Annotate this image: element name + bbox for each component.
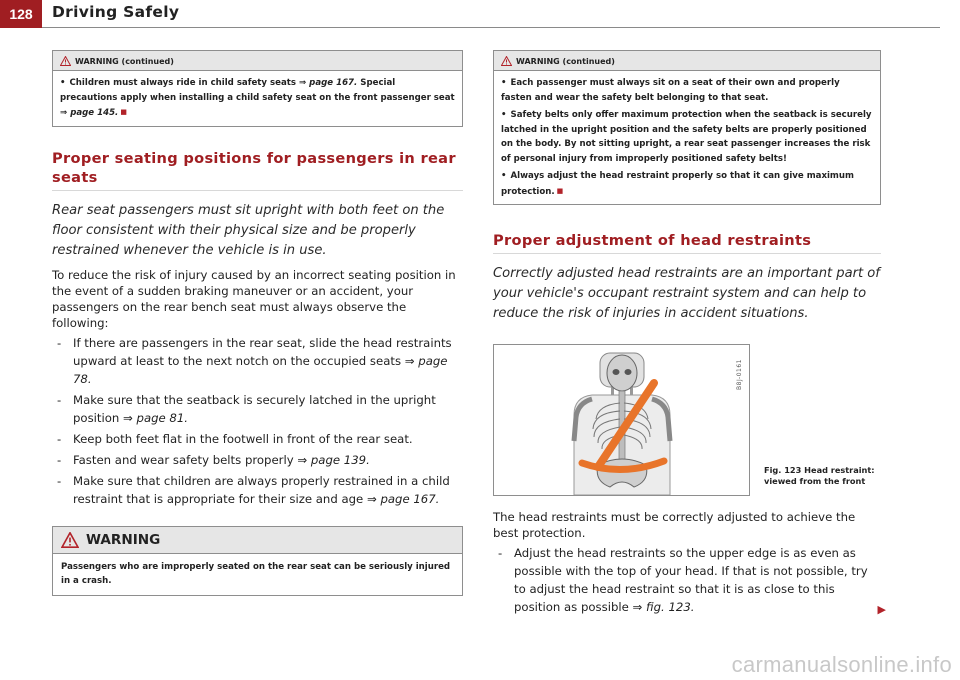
warning-box-body: • Each passenger must always sit on a seat of their own and properly fasten and wear the safety belt belonging to that seat. • Safety belts only offer maximum protection when the seatback is securely latched in the upright position and the safety belts are properly positioned on the body. By not sitting upright, a rear seat passenger increases the risk of personal injury from improperly positioned safety belts! • Always adjust the head restraint properly so that it can give maximum protection. ■ xyxy=(501,78,872,197)
continue-arrow-icon[interactable]: ▶ xyxy=(877,603,886,616)
end-mark: ■ xyxy=(120,108,127,116)
page-ref-link[interactable]: ⇒ page 78. xyxy=(73,353,448,386)
page-ref-link[interactable]: ⇒ page 145. xyxy=(60,108,119,118)
warning-box-title: WARNING xyxy=(86,531,161,548)
list-item: - Keep both feet flat in the footwell in front of the rear seat. xyxy=(52,430,463,448)
figure-caption: Fig. 123 Head restraint: viewed from the front xyxy=(764,465,875,486)
warning-box-header xyxy=(494,51,880,71)
section-title: Driving Safely xyxy=(52,3,180,21)
section-heading: Proper adjustment of head restraints xyxy=(493,231,881,254)
intro-text: Correctly adjusted head restraints are an important part of your vehicle's occupant restraint system and can help to reduce the risk of injuries in accident situations. xyxy=(493,266,880,321)
body-paragraph: To reduce the risk of injury caused by an incorrect seating position in the event of a sudden braking maneuver or an accident, your passengers on the rear bench seat must always observe the following: xyxy=(52,267,456,330)
warning-text: Children must always ride in child safety seats xyxy=(69,78,299,88)
page-ref-link[interactable]: ⇒ page 81. xyxy=(123,410,189,425)
left-column xyxy=(52,50,463,596)
warning-triangle-icon xyxy=(61,532,79,548)
warning-triangle-icon xyxy=(501,56,512,66)
right-column xyxy=(493,50,886,619)
end-mark: ■ xyxy=(556,186,564,195)
warning-box-title: WARNING (continued) xyxy=(75,56,174,66)
warning-box-header xyxy=(53,51,462,71)
header-rule xyxy=(42,27,940,28)
figure-ref-link[interactable]: ⇒ fig. 123. xyxy=(632,600,695,614)
warning-box-header xyxy=(53,527,462,554)
figure-code: B8J-0161 xyxy=(736,359,743,390)
warning-box-continued-right xyxy=(493,50,881,205)
figure-head-restraint xyxy=(493,344,750,496)
warning-box xyxy=(52,526,463,596)
warning-box-body: • Children must always ride in child safety seats ⇒ page 167. Special precautions apply when installing a child safety seat on the front passenger seat ⇒ page 145. ■ xyxy=(60,78,455,118)
intro-text: Rear seat passengers must sit upright with both feet on the floor consistent with their physical size and be properly restrained whenever the vehicle is in use. xyxy=(52,202,445,258)
warning-bullet: Each passenger must always sit on a seat of their own and properly fasten and wear the safety belt belonging to that seat. xyxy=(501,78,840,103)
list-item: - Make sure that the seatback is securely latched in the upright position ⇒ page 81. xyxy=(52,391,463,427)
warning-text: Special precautions apply when installing a child safety seat on the front passenger seat xyxy=(60,78,455,103)
list-item: - If there are passengers in the rear seat, slide the head restraints upward at least to the next notch on the occupied seats ⇒ page 78. xyxy=(52,334,463,388)
warning-box-continued-left xyxy=(52,50,463,127)
list-item: - Make sure that children are always properly restrained in a child restraint that is appropriate for their size and age ⇒ page 167. xyxy=(52,472,463,508)
body-paragraph: The head restraints must be correctly adjusted to achieve the best protection. xyxy=(493,510,856,540)
page-ref-link[interactable]: ⇒ page 167. xyxy=(298,78,358,88)
warning-bullet: Always adjust the head restraint properly so that it can give maximum protection. xyxy=(501,171,854,197)
instruction-list xyxy=(52,334,463,508)
warning-box-title: WARNING (continued) xyxy=(516,56,615,66)
warning-text: Passengers who are improperly seated on the rear seat can be seriously injured in a crash. xyxy=(61,561,451,586)
list-item: - Adjust the head restraints so the upper edge is as even as possible with the top of your head. If that is not possible, try to adjust the head restraint so that it is as close to this position as possible ⇒ fig. 123. xyxy=(493,544,881,616)
watermark: carmanualsonline.info xyxy=(731,652,952,677)
instruction-list xyxy=(493,544,886,616)
section-heading: Proper seating positions for passengers in rear seats xyxy=(52,149,463,191)
page-number: 128 xyxy=(0,0,42,28)
warning-bullet: Safety belts only offer maximum protection when the seatback is securely latched in the upright position and the safety belts are properly positioned on the body. By not sitting upright, a rear seat passenger increases the risk of personal injury from improperly positioned safety belts! xyxy=(501,110,872,164)
page-ref-link[interactable]: ⇒ page 167. xyxy=(366,491,440,506)
page-ref-link[interactable]: ⇒ page 139. xyxy=(297,452,370,467)
list-item: - Fasten and wear safety belts properly ⇒ page 139. xyxy=(52,451,463,469)
warning-triangle-icon xyxy=(60,56,71,66)
skeleton-illustration xyxy=(494,345,749,495)
